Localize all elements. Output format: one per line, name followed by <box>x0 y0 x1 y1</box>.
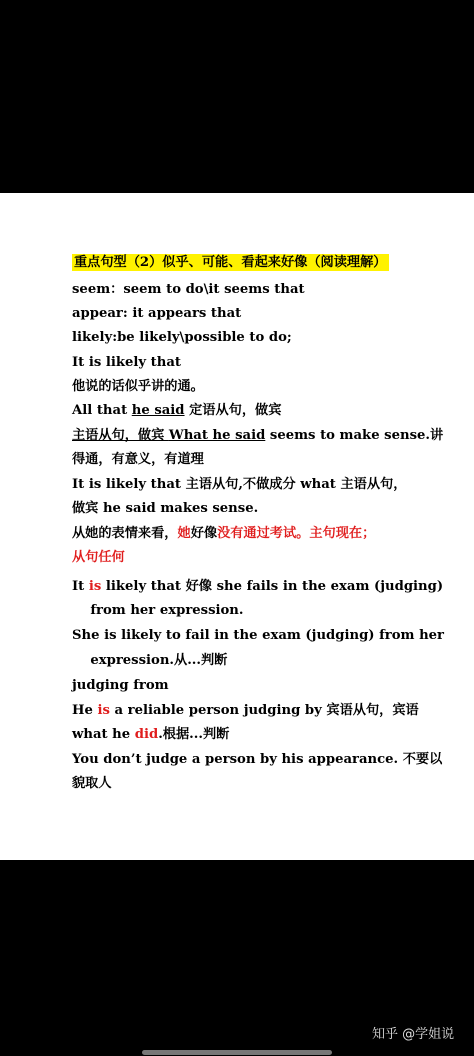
underlined-phrase: What he said <box>168 428 266 443</box>
text-line <box>72 676 169 695</box>
text-segment: judging from <box>72 678 169 693</box>
text-segment: appear: it appears that <box>72 306 242 321</box>
heading-line <box>72 253 389 272</box>
text-line <box>72 626 444 645</box>
section-title: 重点句型（2）似乎、可能、看起来好像（阅读理解） <box>74 255 387 270</box>
text-line <box>72 750 442 769</box>
text-segment: 貌取人 <box>72 776 112 791</box>
text-segment: 好像 <box>190 526 218 541</box>
text-line <box>72 328 292 347</box>
text-line <box>72 651 227 670</box>
text-line <box>72 450 204 469</box>
text-segment: from her expression. <box>72 603 244 618</box>
text-segment: It is likely that <box>72 355 182 370</box>
text-segment: 定语从句，做宾 <box>184 403 282 418</box>
text-line <box>72 280 305 299</box>
text-segment: likely that 好像 she fails in the exam (judging) <box>101 579 444 594</box>
text-line <box>72 548 125 567</box>
underlined-phrase: 主语从句，做宾 <box>72 428 169 443</box>
text-segment: seem：seem to do\it seems that <box>72 282 305 297</box>
text-segment: 从她的表情来看， <box>72 526 178 541</box>
text-segment: likely:be likely\possible to do; <box>72 330 292 345</box>
highlighted-text: 没有通过考试。主句现在； <box>217 526 376 541</box>
highlighted-text: did <box>134 727 159 742</box>
text-segment: All that <box>72 403 132 418</box>
text-segment: a reliable person judging by 宾语从句，宾语 <box>109 703 419 718</box>
text-line <box>72 601 244 620</box>
document-page <box>0 193 474 860</box>
highlighted-text: is <box>97 703 110 718</box>
watermark-text: 知乎 @学姐说 <box>372 1027 455 1042</box>
text-line <box>72 524 375 543</box>
highlighted-text: 她 <box>177 526 191 541</box>
text-line <box>72 725 229 744</box>
text-segment: You don’t judge a person by his appearance. 不要以 <box>72 752 443 767</box>
text-line <box>72 499 258 518</box>
text-segment: 做宾 he said makes sense. <box>72 501 259 516</box>
text-segment: He <box>72 703 98 718</box>
text-line <box>72 353 181 372</box>
text-segment: It is likely that 主语从句,不做成分 what 主语从句， <box>72 477 407 492</box>
text-line <box>72 701 419 720</box>
text-segment: seems to make sense.讲 <box>265 428 444 443</box>
text-line <box>72 304 241 323</box>
highlighted-text: is <box>88 579 102 594</box>
text-segment: It <box>72 579 89 594</box>
highlighted-text: 从句任何 <box>72 550 125 565</box>
text-line <box>72 774 112 793</box>
text-segment: expression.从...判断 <box>72 653 228 668</box>
text-line <box>72 577 443 596</box>
text-line <box>72 426 443 445</box>
text-segment: She is likely to fail in the exam (judging) from her <box>72 628 445 643</box>
text-segment: .根据...判断 <box>158 727 230 742</box>
home-indicator[interactable] <box>142 1050 332 1055</box>
text-segment: 得通，有意义，有道理 <box>72 452 204 467</box>
text-segment: 他说的话似乎讲的通。 <box>72 379 204 394</box>
text-segment: what he <box>72 727 135 742</box>
text-line <box>72 377 204 396</box>
underlined-phrase: he said <box>131 403 185 418</box>
text-line <box>72 401 281 420</box>
text-line <box>72 475 406 494</box>
